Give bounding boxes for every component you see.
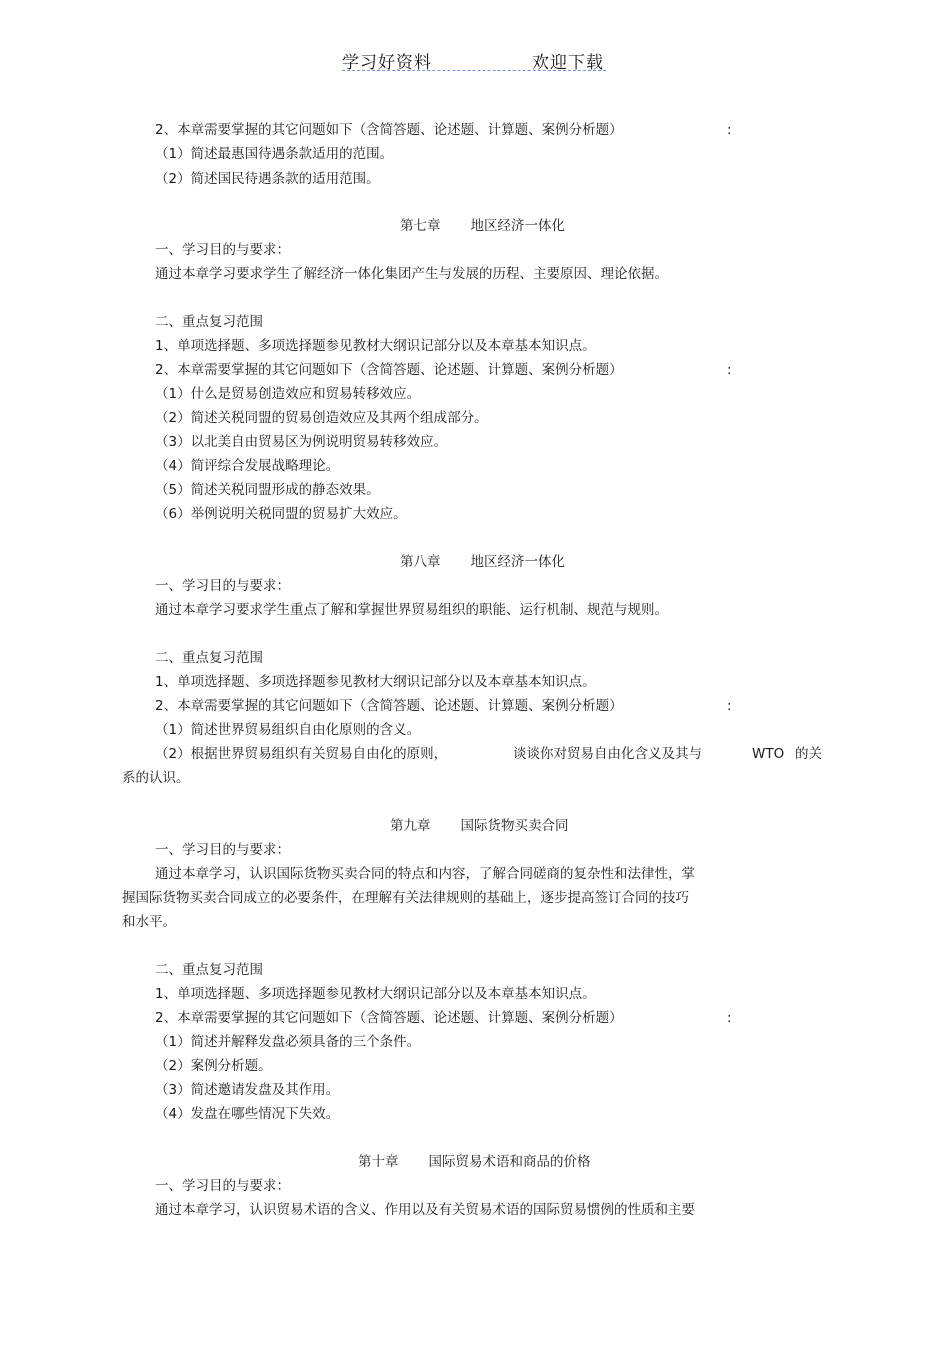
ch9-goals-line-3: 和水平。	[122, 914, 176, 930]
ch8-goals-text: 通过本章学习要求学生重点了解和掌握世界贸易组织的职能、运行机制、规范与规则。	[155, 602, 668, 618]
chapter-9-title	[390, 817, 569, 835]
ch7-item-5: （5）简述关税同盟形成的静态效果。	[155, 482, 380, 498]
ch8-item-1: （1）简述世界贸易组织自由化原则的含义。	[155, 722, 421, 738]
intro-q2-colon: :	[727, 122, 732, 138]
ch9-goals-line-2: 握国际货物买卖合同成立的必要条件，在理解有关法律规则的基础上，逐步提高签订合同的技巧	[122, 890, 689, 906]
header-left-text: 学习好资料	[342, 53, 432, 73]
ch10-goals-line-1: 通过本章学习，认识贸易术语的含义、作用以及有关贸易术语的国际贸易惯例的性质和主要	[155, 1202, 695, 1218]
ch10-goals-heading: 一、学习目的与要求：	[155, 1178, 290, 1194]
chapter-7-title	[400, 217, 565, 235]
ch9-q2-colon: :	[727, 1010, 732, 1026]
intro-item-2: （2）简述国民待遇条款的适用范围。	[155, 171, 380, 187]
chapter-8-title	[400, 553, 565, 571]
ch8-item-2-part-a: （2）根据世界贸易组织有关贸易自由化的原则，	[155, 746, 448, 762]
chapter-9-number: 第九章	[390, 818, 431, 834]
ch7-goals-text: 通过本章学习要求学生了解经济一体化集团产生与发展的历程、主要原因、理论依据。	[155, 266, 668, 282]
ch9-item-2: （2）案例分析题。	[155, 1058, 272, 1074]
ch8-goals-heading: 一、学习目的与要求：	[155, 578, 290, 594]
ch7-item-2: （2）简述关税同盟的贸易创造效应及其两个组成部分。	[155, 410, 488, 426]
ch7-q1: 1、单项选择题、多项选择题参见教材大纲识记部分以及本章基本知识点。	[155, 338, 596, 354]
ch7-item-4: （4）简评综合发展战略理论。	[155, 458, 340, 474]
chapter-10-name: 国际贸易术语和商品的价格	[428, 1154, 591, 1170]
ch8-item-2-part-d: 的关	[795, 746, 822, 762]
header-right-text: 欢迎下载	[532, 53, 604, 73]
intro-item-1: （1）简述最惠国待遇条款适用的范围。	[155, 146, 394, 162]
ch8-q2: 2、本章需要掌握的其它问题如下（含简答题、论述题、计算题、案例分析题）	[155, 698, 623, 714]
ch9-item-1: （1）简述并解释发盘必须具备的三个条件。	[155, 1034, 421, 1050]
ch7-q2-colon: :	[727, 362, 732, 378]
ch9-item-4: （4）发盘在哪些情况下失效。	[155, 1106, 340, 1122]
chapter-10-number: 第十章	[358, 1154, 399, 1170]
ch7-review-heading: 二、重点复习范围	[155, 314, 263, 330]
chapter-7-number: 第七章	[400, 218, 441, 234]
ch7-item-1: （1）什么是贸易创造效应和贸易转移效应。	[155, 386, 421, 402]
ch8-item-2-part-e: 系的认识。	[122, 770, 190, 786]
ch7-q2: 2、本章需要掌握的其它问题如下（含简答题、论述题、计算题、案例分析题）	[155, 362, 623, 378]
header-underline	[342, 70, 606, 71]
ch8-q1: 1、单项选择题、多项选择题参见教材大纲识记部分以及本章基本知识点。	[155, 674, 596, 690]
intro-q2: 2、本章需要掌握的其它问题如下（含简答题、论述题、计算题、案例分析题）	[155, 122, 623, 138]
ch9-goals-line-1: 通过本章学习，认识国际货物买卖合同的特点和内容，了解合同磋商的复杂性和法律性，掌	[155, 866, 695, 882]
ch7-item-3: （3）以北美自由贸易区为例说明贸易转移效应。	[155, 434, 448, 450]
ch9-q1: 1、单项选择题、多项选择题参见教材大纲识记部分以及本章基本知识点。	[155, 986, 596, 1002]
ch8-item-2-wto: WTO	[752, 746, 785, 762]
ch7-goals-heading: 一、学习目的与要求：	[155, 242, 290, 258]
ch9-goals-heading: 一、学习目的与要求：	[155, 842, 290, 858]
chapter-10-title	[358, 1153, 591, 1171]
ch9-q2: 2、本章需要掌握的其它问题如下（含简答题、论述题、计算题、案例分析题）	[155, 1010, 623, 1026]
ch9-item-3: （3）简述邀请发盘及其作用。	[155, 1082, 340, 1098]
chapter-7-name: 地区经济一体化	[470, 218, 565, 234]
chapter-8-number: 第八章	[400, 554, 441, 570]
ch8-item-2-part-b: 谈谈你对贸易自由化含义及其与	[513, 746, 702, 762]
chapter-8-name: 地区经济一体化	[470, 554, 565, 570]
ch9-review-heading: 二、重点复习范围	[155, 962, 263, 978]
page-header	[342, 48, 606, 72]
ch7-item-6: （6）举例说明关税同盟的贸易扩大效应。	[155, 506, 407, 522]
ch8-q2-colon: :	[727, 698, 732, 714]
ch8-review-heading: 二、重点复习范围	[155, 650, 263, 666]
chapter-9-name: 国际货物买卖合同	[460, 818, 569, 834]
